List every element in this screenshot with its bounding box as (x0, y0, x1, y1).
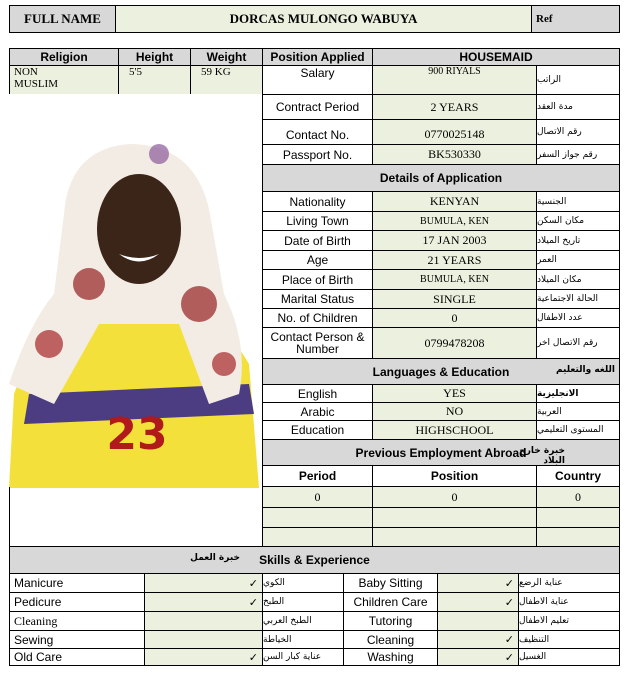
skill-right-arabic (518, 611, 620, 631)
photo-scarf-flower-4 (35, 330, 63, 358)
contact-label-text: Contact No. (285, 128, 350, 142)
photo-scarf-flower-3 (149, 144, 169, 164)
employment-header-text: Position (430, 469, 479, 483)
detail-label-text: Place of Birth (281, 272, 354, 287)
employment-cell (372, 486, 537, 508)
skill-right-label-text: Cleaning (366, 632, 415, 647)
skill-left-label (9, 611, 145, 631)
detail-arabic-text: رقم الاتصال اخر (537, 338, 598, 348)
skill-left-label-text: Cleaning (14, 613, 58, 628)
passport-value (372, 144, 537, 165)
skill-left-arabic (262, 592, 344, 612)
skill-left-tick-text: ✓ (248, 576, 258, 590)
employment-cell-text: 0 (575, 489, 581, 504)
contact-value-text: 0770025148 (424, 127, 485, 141)
employment-title-text: Previous Employment Abroad (355, 445, 527, 460)
employment-cell (262, 527, 373, 547)
skills-title (9, 546, 620, 574)
salary-label (262, 65, 373, 95)
detail-label (262, 308, 373, 328)
detail-label-text: Nationality (289, 194, 346, 209)
detail-value (372, 327, 537, 359)
applicant-photo (9, 94, 263, 488)
employment-cell (536, 527, 620, 547)
details-title (262, 164, 620, 192)
skill-left-tick-text: ✓ (248, 595, 258, 609)
skill-right-tick-text: ✓ (504, 650, 514, 664)
skill-left-tick (144, 573, 263, 593)
employment-title (262, 439, 620, 466)
employment-cell-text: 0 (314, 489, 321, 504)
photo-scarf-flower-1 (73, 268, 105, 300)
detail-value-text: 17 JAN 2003 (422, 233, 487, 247)
employment-header (536, 465, 620, 487)
salary-value-text: 900 RIYALS (428, 66, 481, 77)
detail-value-text: KENYAN (429, 194, 480, 208)
language-value-text: HIGHSCHOOL (415, 422, 494, 437)
detail-arabic-text: الحالة الاجتماعية (537, 294, 598, 304)
skill-right-arabic (518, 592, 620, 612)
contract-value-text: 2 YEARS (430, 99, 479, 114)
employment-title-arabic-text: خبرة خارج البلاد (519, 446, 565, 466)
skill-left-label (9, 648, 145, 666)
position-header-text: Position Applied (270, 50, 365, 64)
detail-label (262, 211, 373, 231)
skill-left-tick (144, 611, 263, 631)
contract-arabic (536, 94, 620, 120)
full-name-value (115, 5, 532, 33)
detail-label (262, 289, 373, 309)
contact-label (262, 119, 373, 145)
detail-value-text: 0 (451, 310, 458, 325)
detail-value (372, 308, 537, 328)
detail-label-text: Marital Status (280, 292, 355, 306)
ref-label (531, 5, 620, 33)
detail-arabic-text: مكان السكن (537, 216, 585, 226)
employment-cell-text: 0 (451, 489, 458, 504)
detail-label-text: Contact Person & Number (270, 330, 365, 356)
language-label (262, 402, 373, 421)
skill-left-label-text: Manicure (14, 576, 64, 590)
detail-arabic-text: تاريخ الميلاد (537, 235, 581, 246)
detail-value (372, 230, 537, 251)
employment-header (372, 465, 537, 487)
detail-arabic-text: العمر (537, 255, 557, 265)
contract-label (262, 94, 373, 120)
detail-value (372, 250, 537, 270)
skill-right-label-text: Tutoring (368, 614, 413, 628)
weight-header (190, 48, 263, 66)
skill-right-label-text: Washing (367, 650, 414, 664)
full-name-value-text: DORCAS MULONGO WABUYA (229, 11, 418, 26)
detail-arabic (536, 327, 620, 359)
skill-left-arabic (262, 573, 344, 593)
passport-value-text: BK530330 (428, 147, 481, 161)
language-label (262, 420, 373, 440)
language-value (372, 384, 537, 403)
skill-left-arabic-text: الخياطة (263, 634, 292, 645)
skill-right-label (343, 573, 438, 593)
skill-left-label-text: Old Care (14, 650, 63, 664)
religion-header-text: Religion (40, 50, 88, 64)
detail-arabic-text: مكان الميلاد (537, 274, 582, 285)
language-label-text: English (297, 386, 338, 401)
salary-arabic-text: الراتب (537, 75, 562, 85)
position-value (372, 48, 620, 66)
skill-left-arabic-text: عناية كبار السن (263, 652, 322, 662)
skill-right-tick-text: ✓ (504, 595, 514, 609)
detail-label (262, 191, 373, 212)
skill-left-arabic (262, 611, 344, 631)
religion-value-text: NON MUSLIM (14, 66, 59, 90)
languages-title-text: Languages & Education (372, 364, 510, 379)
language-arabic (536, 402, 620, 421)
language-label-text: Education (290, 423, 345, 437)
height-header-text: Height (135, 50, 174, 64)
passport-arabic (536, 144, 620, 165)
skill-left-label-text: Pedicure (14, 595, 62, 609)
detail-arabic (536, 211, 620, 231)
contact-arabic-text: رقم الاتصال (537, 127, 582, 137)
photo-shirt-number: 23 (106, 409, 168, 460)
skills-title-text: Skills & Experience (259, 553, 370, 567)
detail-arabic (536, 250, 620, 270)
detail-label-text: Date of Birth (284, 233, 351, 248)
detail-arabic (536, 308, 620, 328)
skill-left-arabic (262, 630, 344, 649)
skill-right-tick (437, 630, 519, 649)
skill-left-label (9, 630, 145, 649)
language-value-text: YES (443, 386, 466, 400)
employment-header-text: Period (298, 469, 337, 483)
full-name-label (9, 5, 116, 33)
skill-right-tick-text: ✓ (504, 633, 514, 646)
detail-label-text: No. of Children (277, 311, 358, 325)
skill-right-label (343, 611, 438, 631)
detail-arabic-text: الجنسية (537, 196, 567, 207)
position-value-text: HOUSEMAID (459, 50, 533, 64)
full-name-label-text: FULL NAME (24, 11, 101, 26)
employment-header (262, 465, 373, 487)
religion-header (9, 48, 119, 66)
language-value-text: NO (445, 404, 464, 418)
skill-right-label (343, 592, 438, 612)
height-header (118, 48, 191, 66)
weight-value-text: 59 KG (201, 66, 231, 78)
skill-right-arabic (518, 648, 620, 666)
position-header (262, 48, 373, 66)
detail-arabic (536, 269, 620, 290)
photo-bottom-space (9, 487, 263, 547)
language-value (372, 420, 537, 440)
weight-header-text: Weight (206, 50, 247, 64)
religion-value (9, 65, 119, 95)
skill-left-label-text: Sewing (14, 632, 54, 647)
contact-value (372, 119, 537, 145)
contact-arabic (536, 119, 620, 145)
language-arabic-text: العربية (537, 406, 562, 417)
skill-left-tick-text: ✓ (248, 650, 258, 664)
employment-cell (262, 486, 373, 508)
detail-label (262, 230, 373, 251)
passport-label (262, 144, 373, 165)
skill-left-label (9, 592, 145, 612)
detail-label-text: Living Town (286, 214, 349, 228)
contract-value (372, 94, 537, 120)
language-arabic-text: المستوى التعليمي (537, 425, 604, 435)
detail-arabic (536, 289, 620, 309)
employment-header-text: Country (555, 469, 601, 483)
detail-arabic-text: عدد الاطفال (537, 313, 583, 323)
salary-arabic (536, 65, 620, 95)
skill-right-label (343, 648, 438, 666)
applicant-photo-svg (9, 94, 263, 488)
skill-right-arabic-text: الغسيل (519, 652, 547, 662)
detail-arabic (536, 191, 620, 212)
skill-left-tick (144, 648, 263, 666)
salary-label-text: Salary (300, 66, 335, 80)
detail-value (372, 269, 537, 290)
skill-right-tick (437, 573, 519, 593)
weight-value (190, 65, 263, 95)
skill-right-arabic-text: تعليم الاطفال (519, 616, 570, 626)
contract-label-text: Contract Period (275, 100, 360, 114)
language-value (372, 402, 537, 421)
skill-right-tick (437, 648, 519, 666)
detail-label (262, 327, 373, 359)
skill-right-arabic-text: عناية الاطفال (519, 597, 569, 607)
detail-label (262, 269, 373, 290)
skill-right-label-text: Children Care (353, 595, 428, 609)
passport-label-text: Passport No. (282, 147, 353, 162)
ref-label-text: Ref (536, 13, 553, 25)
height-value-text: 5'5 (129, 66, 142, 78)
detail-label-text: Age (306, 253, 329, 267)
languages-title-arabic-text: اللغه والتعليم (555, 365, 615, 375)
skill-left-arabic (262, 648, 344, 666)
detail-value-text: BUMULA, KEN (420, 215, 489, 227)
skills-title-arabic-text: خبرة العمل (190, 553, 240, 563)
skill-left-label (9, 573, 145, 593)
details-title-text: Details of Application (379, 171, 503, 185)
passport-arabic-text: رقم جواز السفر (537, 149, 598, 160)
skill-left-arabic-text: الطبخ العربي (263, 616, 312, 626)
skills-title-arabic (180, 553, 240, 563)
photo-face (97, 174, 181, 284)
contract-arabic-text: مدة العقد (537, 102, 573, 112)
skill-right-label (343, 630, 438, 649)
skill-left-arabic-text: الكوي (263, 578, 285, 588)
languages-title-arabic (555, 365, 615, 375)
detail-value-text: SINGLE (433, 291, 476, 306)
detail-label (262, 250, 373, 270)
employment-title-arabic (495, 446, 565, 466)
photo-scarf-flower-5 (212, 352, 236, 376)
detail-value (372, 191, 537, 212)
detail-value (372, 289, 537, 309)
language-arabic (536, 420, 620, 440)
skill-left-arabic-text: الطبخ (263, 597, 285, 607)
skill-right-arabic (518, 573, 620, 593)
detail-arabic (536, 230, 620, 251)
detail-value-text: BUMULA, KEN (420, 274, 489, 285)
skill-right-tick (437, 611, 519, 631)
language-label (262, 384, 373, 403)
skill-right-tick-text: ✓ (504, 576, 514, 590)
language-label-text: Arabic (300, 404, 335, 419)
skill-left-tick (144, 592, 263, 612)
employment-cell (262, 507, 373, 528)
skill-right-label-text: Baby Sitting (358, 576, 423, 590)
employment-cell (372, 527, 537, 547)
skill-right-tick (437, 592, 519, 612)
salary-value (372, 65, 537, 95)
photo-scarf-flower-2 (181, 286, 217, 322)
employment-cell (372, 507, 537, 528)
employment-cell (536, 507, 620, 528)
language-arabic (536, 384, 620, 403)
detail-value-text: 21 YEARS (427, 252, 482, 267)
detail-value (372, 211, 537, 231)
height-value (118, 65, 191, 95)
language-arabic-text: الانجليزية (537, 388, 579, 399)
skill-right-arabic-text: عناية الرضع (519, 578, 563, 588)
skill-right-arabic (518, 630, 620, 649)
employment-cell (536, 486, 620, 508)
skill-right-arabic-text: التنظيف (519, 634, 550, 645)
detail-value-text: 0799478208 (424, 335, 485, 350)
skill-left-tick (144, 630, 263, 649)
